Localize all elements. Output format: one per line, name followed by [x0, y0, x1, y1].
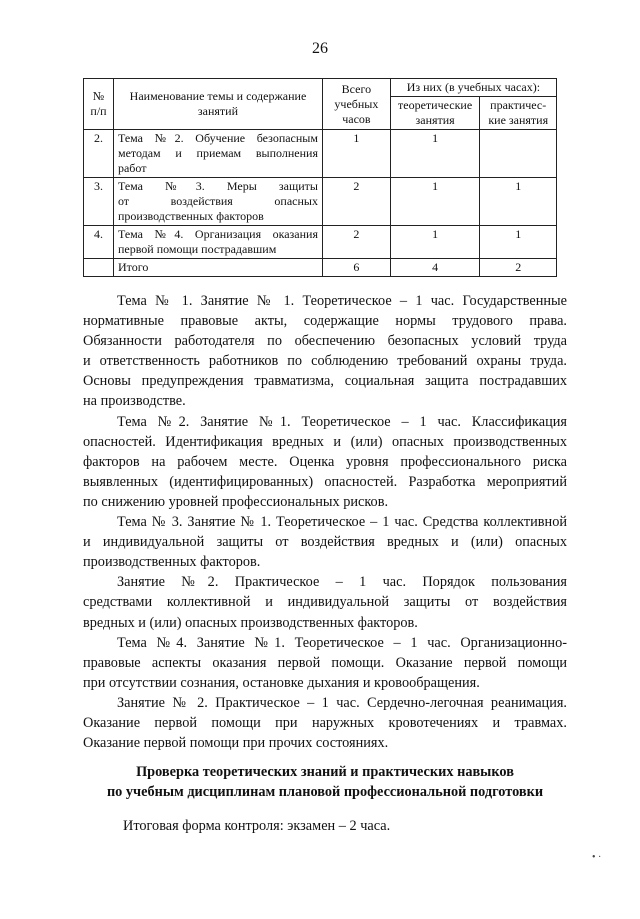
- row-practice: 1: [480, 178, 557, 226]
- section-heading-line-1: Проверка теоретических знаний и практических навыков: [136, 764, 514, 780]
- row-name-line: от воздействия опасных: [117, 194, 318, 208]
- paragraph-line: нормативные правовые акты, содержащие нормы трудового права.: [83, 313, 567, 330]
- paragraph-line: Оказание первой помощи при наружных кровотечениях и травмах.: [83, 714, 567, 731]
- paragraph-line: Тема №4. Занятие №1. Теоретическое – 1 час. Организационно-: [117, 634, 567, 651]
- row-name-line: производственных факторов: [117, 209, 264, 223]
- row-name-line: работ: [117, 161, 147, 175]
- row-name-line: Тема №2. Обучение безопасным: [117, 131, 318, 145]
- header-practice: практичес-кие занятия: [480, 97, 557, 130]
- header-total: Всего учебных часов: [322, 79, 390, 130]
- row-num: 4.: [84, 226, 114, 259]
- row-name-line: Тема №3. Меры защиты: [117, 179, 318, 193]
- header-num: № п/п: [84, 79, 114, 130]
- row-theory: 1: [390, 178, 480, 226]
- scan-artifact: • ·: [592, 852, 602, 863]
- row-name: [113, 178, 322, 226]
- paragraph-line: Тема № 3. Занятие № 1. Теоретическое – 1 час. Средства коллективной: [117, 514, 567, 531]
- row-total: 6: [322, 259, 390, 277]
- paragraph-line: Занятие № 2. Практическое – 1 час. Сердечно-легочная реанимация.: [117, 694, 567, 711]
- header-group: Из них (в учебных часах):: [390, 79, 556, 97]
- section-heading-line-2: по учебным дисциплинам плановой профессиональной подготовки: [106, 784, 544, 800]
- header-name: Наименование темы и содержание занятий: [113, 79, 322, 130]
- section-heading: [83, 762, 567, 802]
- row-total: 2: [322, 226, 390, 259]
- paragraph-line: факторов на рабочем месте. Оценка уровня профессионального риска: [83, 453, 567, 470]
- row-theory: 1: [390, 130, 480, 178]
- paragraph-line: и ответственность работников по соблюдению требований охраны труда.: [83, 353, 567, 370]
- body-text: [83, 291, 567, 753]
- paragraph-line: по снижению уровней профессиональных рисков.: [83, 493, 389, 510]
- paragraph-line: и индивидуальной защиты от воздействия вредных и (или) опасных: [83, 534, 567, 551]
- header-theory: теоретические занятия: [390, 97, 480, 130]
- paragraph-line: на производстве.: [83, 393, 186, 410]
- row-practice: 2: [480, 259, 557, 277]
- row-theory: 4: [390, 259, 480, 277]
- page-number: 26: [312, 40, 328, 57]
- paragraph-line: вредных и (или) опасных производственных факторов.: [83, 614, 418, 631]
- paragraph-line: Тема №2. Занятие №1. Теоретическое – 1 час. Классификация: [117, 413, 567, 430]
- row-num: 2.: [84, 130, 114, 178]
- row-name-line: первой помощи пострадавшим: [117, 242, 277, 256]
- table-row: [84, 259, 557, 277]
- paragraph: [83, 572, 567, 632]
- row-name: [113, 226, 322, 259]
- row-name-line: методам и приемам выполнения: [117, 146, 318, 160]
- row-practice: 1: [480, 226, 557, 259]
- paragraph-line: Основы предупреждения травматизма, социальная защита пострадавших: [83, 373, 567, 390]
- paragraph-line: выявленных (идентифицированных) опасностей. Разработка мероприятий: [83, 473, 567, 490]
- row-theory: 1: [390, 226, 480, 259]
- paragraph: [83, 512, 567, 572]
- row-total: 2: [322, 178, 390, 226]
- paragraph: [83, 291, 567, 412]
- paragraph-line: производственных факторов.: [83, 554, 261, 571]
- paragraph-line: опасностей. Идентификация вредных и (или) опасных производственных: [83, 433, 567, 450]
- paragraph-line: при отсутствии сознания, остановке дыхания и кровообращения.: [83, 674, 480, 691]
- final-control-text: Итоговая форма контроля: экзамен – 2 часа.: [123, 818, 391, 834]
- row-practice: [480, 130, 557, 178]
- curriculum-table: [83, 78, 557, 277]
- paragraph-line: Занятие №2. Практическое – 1 час. Порядок пользования: [117, 574, 567, 591]
- paragraph-line: Оказание первой помощи при прочих состояниях.: [83, 735, 389, 752]
- paragraph-line: Обязанности работодателя по обеспечению безопасных условий труда: [83, 333, 567, 350]
- row-num: [84, 259, 114, 277]
- row-num: 3.: [84, 178, 114, 226]
- paragraph: [83, 693, 567, 753]
- paragraph: [83, 633, 567, 693]
- paragraph-line: средствами коллективной и индивидуальной защиты от воздействия: [83, 594, 567, 611]
- paragraph: [83, 412, 567, 512]
- table-row: [84, 130, 557, 178]
- row-name: [113, 130, 322, 178]
- row-name-line: Тема №4. Организация оказания: [117, 227, 318, 241]
- row-total: 1: [322, 130, 390, 178]
- paragraph-line: Тема № 1. Занятие № 1. Теоретическое – 1 час. Государственные: [117, 293, 567, 309]
- row-name: [113, 259, 322, 277]
- table-row: [84, 226, 557, 259]
- paragraph-line: правовые аспекты оказания первой помощи. Оказание первой помощи: [83, 654, 567, 671]
- row-name-line: Итого: [117, 260, 149, 274]
- table-row: [84, 178, 557, 226]
